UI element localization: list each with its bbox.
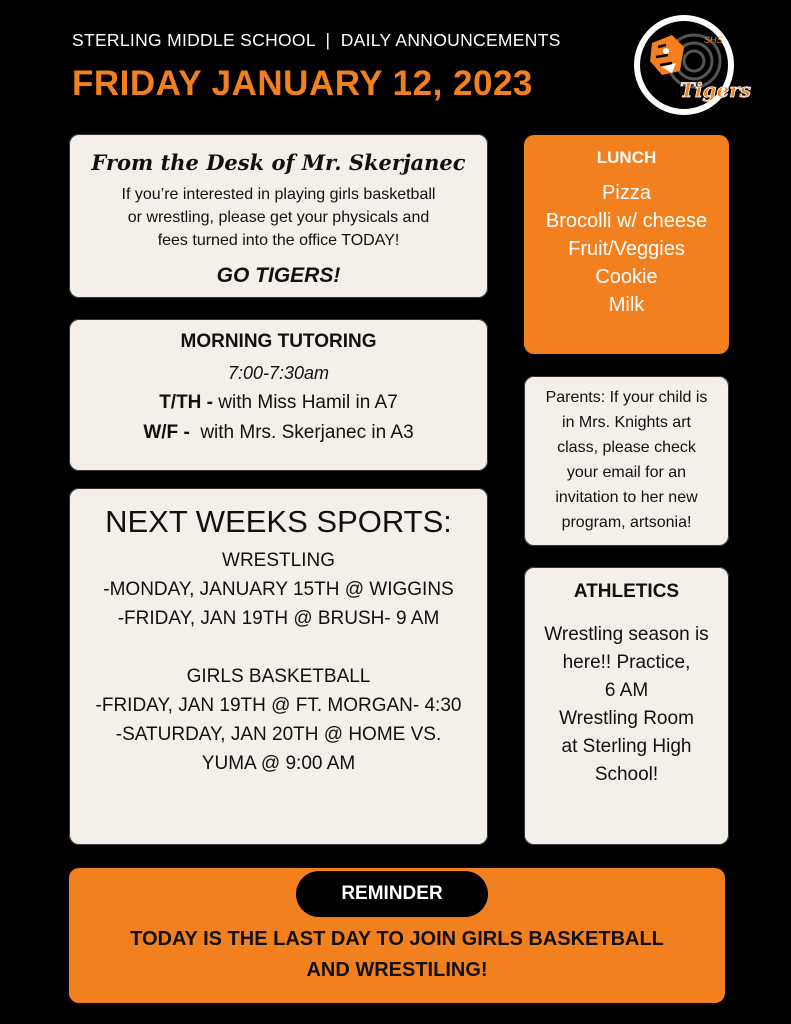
desk-title: From the Desk of Mr. Skerjanec [91, 150, 466, 175]
reminder-line: TODAY IS THE LAST DAY TO JOIN GIRLS BASKETBALL [130, 928, 664, 950]
tutoring-title: MORNING TUTORING [180, 331, 377, 352]
reminder-line: AND WRESTILING! [306, 959, 488, 981]
tutoring-card [69, 319, 488, 471]
reminder-text [79, 924, 715, 986]
athletics-line: Wrestling season is [544, 624, 709, 645]
sports-line: -FRIDAY, JAN 19TH @ BRUSH- 9 AM [117, 608, 440, 629]
sports-line: WRESTLING [222, 550, 335, 571]
desk-closing: GO TIGERS! [216, 264, 341, 287]
sports-schedule [69, 546, 488, 778]
tutoring-row-text: with Mrs. Skerjanec in A3 [195, 422, 414, 443]
tutoring-row-label: W/F - [143, 422, 196, 443]
announcement-date: FRIDAY JANUARY 12, 2023 [72, 64, 533, 103]
sports-line: -FRIDAY, JAN 19TH @ FT. MORGAN- 4:30 [95, 695, 462, 716]
parents-line: Parents: If your child is [545, 389, 708, 406]
lunch-title: LUNCH [596, 148, 657, 167]
header-title: STERLING MIDDLE SCHOOL | DAILY ANNOUNCEMENTS [72, 30, 561, 50]
sports-line: GIRLS BASKETBALL [186, 666, 371, 687]
desk-body [91, 183, 466, 252]
lunch-item: Milk [608, 294, 645, 316]
athletics-line: Wrestling Room [559, 708, 694, 729]
athletics-card [524, 567, 729, 845]
parents-note-card [524, 376, 729, 546]
desk-line: If you’re interested in playing girls basketball [121, 186, 436, 203]
athletics-line: at Sterling High [561, 736, 692, 757]
athletics-body [528, 621, 725, 789]
parents-line: program, artsonia! [561, 514, 692, 531]
lunch-menu [524, 179, 729, 319]
athletics-title: ATHLETICS [573, 581, 680, 602]
reminder-banner [69, 868, 725, 1003]
lunch-item: Brocolli w/ cheese [545, 210, 708, 232]
logo-wordmark: Tigers [680, 78, 751, 102]
desk-line: fees turned into the office TODAY! [157, 232, 400, 249]
lunch-item: Cookie [595, 266, 658, 288]
tutoring-row-label: T/TH - [159, 392, 219, 413]
tutoring-row [69, 392, 488, 414]
parents-note [530, 385, 723, 535]
sports-card [69, 488, 488, 845]
parents-line: class, please check [557, 439, 696, 456]
athletics-line: School! [594, 764, 659, 785]
tutoring-time: 7:00-7:30am [227, 363, 330, 383]
logo-initials: SHS [704, 35, 723, 45]
tigers-logo [632, 13, 751, 117]
tutoring-row [69, 422, 488, 444]
sports-line: -SATURDAY, JAN 20TH @ HOME VS. [115, 724, 442, 745]
sports-line: -MONDAY, JANUARY 15TH @ WIGGINS [103, 579, 454, 600]
desk-line: or wrestling, please get your physicals and [127, 209, 430, 226]
athletics-line: here!! Practice, [562, 652, 691, 673]
sports-title: NEXT WEEKS SPORTS: [105, 504, 452, 539]
sports-line: YUMA @ 9:00 AM [201, 753, 356, 774]
reminder-label: REMINDER [296, 871, 488, 917]
desk-message-card [69, 134, 488, 298]
sports-line [69, 633, 488, 662]
tutoring-row-text: with Miss Hamil in A7 [218, 392, 398, 413]
athletics-line: 6 AM [604, 680, 649, 701]
lunch-card [524, 135, 729, 354]
parents-line: in Mrs. Knights art [562, 414, 691, 431]
parents-line: your email for an [566, 464, 687, 481]
lunch-item: Fruit/Veggies [568, 238, 685, 260]
parents-line: invitation to her new [555, 489, 698, 506]
lunch-item: Pizza [602, 182, 651, 204]
